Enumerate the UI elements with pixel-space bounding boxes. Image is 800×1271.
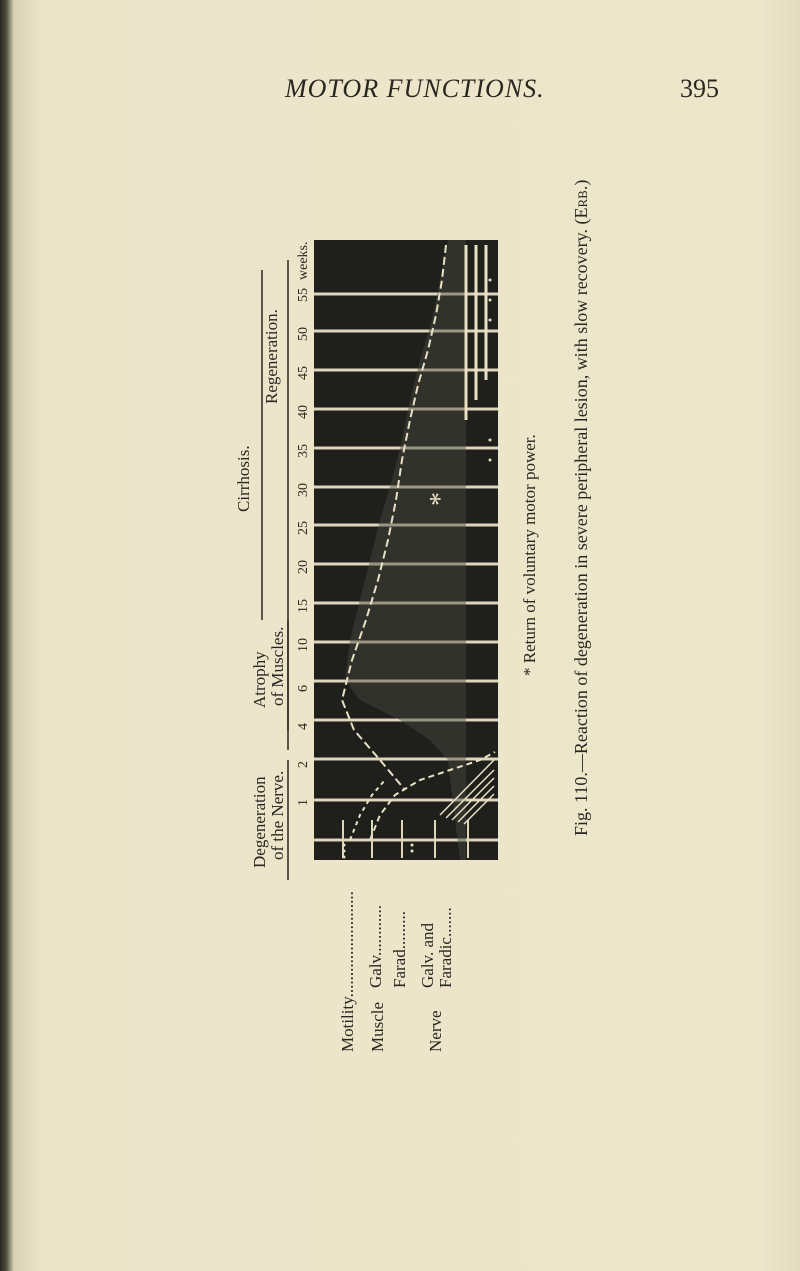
week-tick: 10 xyxy=(296,638,311,652)
week-tick: 20 xyxy=(296,560,311,574)
week-tick: 35 xyxy=(296,444,311,458)
page-number: 395 xyxy=(680,74,719,103)
week-tick: 30 xyxy=(296,483,311,497)
week-tick: 2 xyxy=(296,761,311,768)
row-label-muscle: Muscle xyxy=(368,1001,387,1052)
week-tick: 6 xyxy=(296,685,311,692)
row-label-motility: Motility......................... xyxy=(338,891,357,1052)
row-label-muscle-galv: Galv............ xyxy=(366,905,385,988)
figure-note: * Return of voluntary motor power. xyxy=(520,434,539,676)
stage-degeneration-line2: of the Nerve. xyxy=(268,770,287,860)
row-label-muscle-farad: Farad......... xyxy=(390,911,409,988)
week-tick: 15 xyxy=(296,599,311,613)
stage-regeneration: Regeneration. xyxy=(262,309,281,404)
caption-credit: (Erb.) xyxy=(571,179,591,225)
stage-degeneration-line1: Degeneration xyxy=(250,776,269,868)
week-tick: 25 xyxy=(296,521,311,535)
stage-atrophy-line1: Atrophy xyxy=(250,651,269,708)
week-tick: 45 xyxy=(296,366,311,380)
weeks-unit: weeks. xyxy=(296,241,311,280)
stage-atrophy-line2: of Muscles. xyxy=(268,626,287,706)
week-tick: 40 xyxy=(296,405,311,419)
recovery-marker: * xyxy=(425,492,456,506)
week-tick: 55 xyxy=(296,288,311,302)
caption-text: Fig. 110.—Reaction of degeneration in severe peripheral lesion, with slow recovery. xyxy=(571,229,591,836)
row-label-nerve: Nerve xyxy=(426,1010,445,1052)
row-label-nerve-faradic: Faradic....... xyxy=(436,907,455,988)
figure-caption xyxy=(571,180,592,836)
week-tick: 4 xyxy=(296,723,311,730)
chapter-title: MOTOR FUNCTIONS. xyxy=(285,74,545,103)
row-label-nerve-galv: Galv. and xyxy=(418,923,437,988)
week-tick: 50 xyxy=(296,327,311,341)
cirrhosis-label: Cirrhosis. xyxy=(234,445,253,512)
week-tick: 1 xyxy=(296,799,311,806)
